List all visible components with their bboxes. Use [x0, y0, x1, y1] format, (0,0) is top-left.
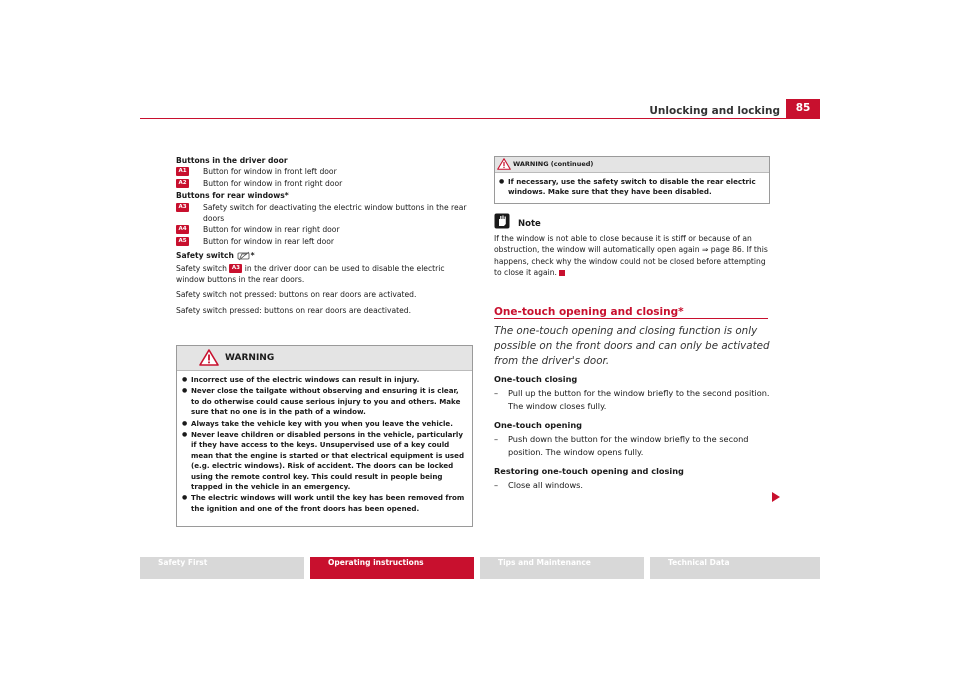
page-number: 85 [786, 99, 820, 118]
note-block [494, 213, 770, 279]
warning-bullet: ● If necessary, use the safety switch to disable the rear electric windows. Make sure that they have been disabled. [499, 177, 765, 198]
warning-continued-title: WARNING (continued) [513, 160, 594, 168]
safety-switch-heading [176, 250, 472, 261]
subsection-step: – Pull up the button for the window briefly to the second position. The window closes fully. [494, 387, 770, 412]
warning-bullet: ● Never leave children or disabled persons in the vehicle, particularly if they have access to the keys. Unsupervised use of a key could mean that the engine is started or that electrical equipment is used (e.g. electric windows). Risk of accident. The doors can be locked using the remote control key. This could result in people being trapped in the vehicle in an emergency. [182, 430, 467, 492]
safety-switch-icon [237, 251, 251, 261]
note-hand-icon [494, 213, 510, 229]
safety-para-pre: Safety switch [176, 263, 227, 273]
warning-continued-box [494, 156, 770, 204]
list-item [176, 236, 472, 247]
footer-tab-tips-and-maintenance[interactable] [480, 557, 644, 579]
subsection-heading: One-touch closing [494, 374, 578, 384]
callout-badge: A1 [176, 167, 189, 176]
subsection-heading: Restoring one-touch opening and closing [494, 466, 684, 476]
warning-bullet: ● Always take the vehicle key with you when you leave the vehicle. [182, 419, 467, 429]
subsections [494, 374, 770, 492]
callout-badge: A4 [176, 225, 189, 234]
warning-body [177, 371, 472, 520]
header-rule [140, 118, 820, 119]
callout-badge: A3 [176, 203, 189, 212]
footer-tab-operating-instructions[interactable] [310, 557, 474, 579]
warning-box [176, 345, 473, 527]
list-item-text: Button for window in front right door [203, 178, 343, 188]
section-intro: The one-touch opening and closing function is only possible on the front doors and can only be activated from the driver's door. [494, 325, 770, 367]
list-item-text: Button for window in rear right door [203, 225, 340, 235]
callout-badge: A2 [176, 179, 189, 188]
list-item [176, 178, 472, 189]
list-item-text: Button for window in rear left door [203, 236, 335, 246]
section-title: One-touch opening and closing* [494, 306, 684, 318]
footer-tab-safety-first[interactable] [140, 557, 304, 579]
list-item-text: Button for window in front left door [203, 167, 337, 177]
continue-arrow-icon [771, 491, 781, 503]
safety-switch-paragraph [176, 263, 472, 286]
note-header [494, 213, 770, 231]
safety-para-post: in the driver door can be used to disable the electric window buttons in the rear doors. [176, 263, 445, 285]
safety-switch-heading-text: Safety switch [176, 251, 234, 261]
footer-tab-label: Safety First [158, 558, 208, 567]
list-item [176, 224, 472, 235]
left-column [176, 155, 472, 316]
list-item-text: Safety switch for deactivating the electric window buttons in the rear doors [203, 202, 467, 224]
pressed-paragraph: Safety switch pressed: buttons on rear doors are deactivated. [176, 305, 412, 315]
warning-title: WARNING [225, 353, 275, 363]
warning-continued-header [495, 157, 769, 173]
safety-switch-asterisk: * [250, 251, 255, 261]
not-pressed-paragraph: Safety switch not pressed: buttons on rear doors are activated. [176, 290, 417, 300]
footer-tab-technical-data[interactable] [650, 557, 820, 579]
rear-buttons-heading: Buttons for rear windows* [176, 191, 289, 201]
warning-continued-body [495, 173, 769, 203]
footer-tab-label: Technical Data [668, 558, 730, 567]
callout-badge: A5 [176, 237, 189, 246]
driver-buttons-heading: Buttons in the driver door [176, 156, 288, 165]
end-marker [559, 270, 565, 276]
note-text-content: If the window is not able to close because it is stiff or because of an obstruction, the window will automatically open again ⇒ page 86. If this happens, check why the window could not be closed before attempting to close it again. [494, 234, 768, 278]
subsection-step: – Push down the button for the window briefly to the second position. The window opens fully. [494, 433, 770, 458]
list-item [176, 166, 472, 177]
footer-tab-label: Operating instructions [328, 558, 424, 567]
warning-bullet: ● Incorrect use of the electric windows can result in injury. [182, 375, 467, 385]
warning-triangle-icon [497, 158, 511, 170]
subsection-step: – Close all windows. [494, 479, 770, 492]
list-item [176, 202, 472, 225]
subsection-heading: One-touch opening [494, 420, 583, 430]
footer-tab-label: Tips and Maintenance [498, 558, 591, 567]
warning-bullet: ● Never close the tailgate without observing and ensuring it is clear, to do otherwise could cause serious injury to you and others. Make sure that no one is in the path of a window. [182, 386, 467, 417]
warning-triangle-icon [199, 349, 219, 366]
note-text [494, 233, 770, 279]
callout-badge: A3 [229, 264, 242, 273]
section-rule [494, 318, 768, 319]
page-title: Unlocking and locking [649, 105, 780, 117]
warning-box-header [177, 346, 472, 371]
warning-bullet: ● The electric windows will work until the key has been removed from the ignition and one of the front doors has been opened. [182, 493, 467, 514]
note-title: Note [518, 219, 541, 229]
